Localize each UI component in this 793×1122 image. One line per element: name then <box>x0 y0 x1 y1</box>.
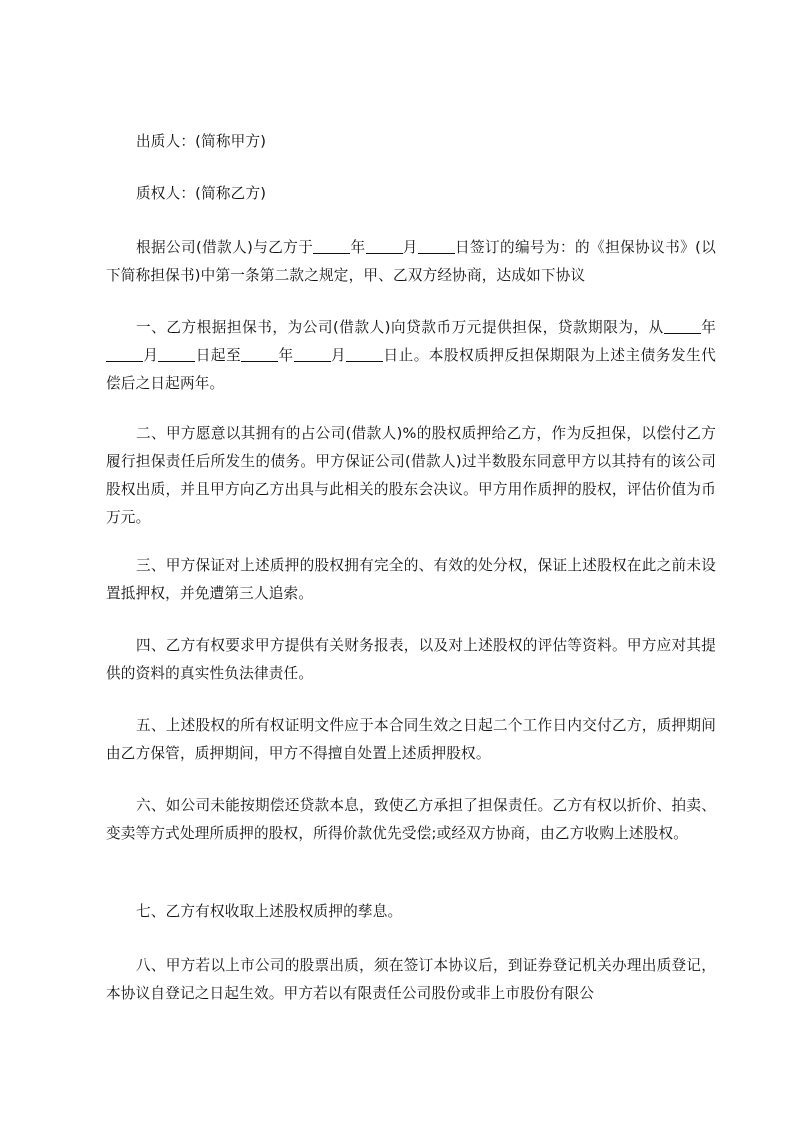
date-blank-day <box>418 237 455 254</box>
end-month-blank <box>294 345 331 362</box>
start-day-blank <box>158 345 195 362</box>
clause-1-text-c: 月 <box>143 347 159 364</box>
pledgee-line: 质权人：(简称乙方) <box>136 185 267 202</box>
clause-1-text-d: 日起至 <box>195 347 242 364</box>
date-blank-month <box>366 237 403 254</box>
intro-paragraph <box>106 234 716 290</box>
intro-text-b: 年 <box>350 239 366 256</box>
intro-text-c: 月 <box>402 239 418 256</box>
date-blank-year <box>313 237 350 254</box>
intro-text-a: 根据公司(借款人)与乙方于 <box>136 239 314 256</box>
pledgor-line: 出质人：(简称甲方) <box>136 133 267 150</box>
clause-1-text-f: 月 <box>330 347 347 364</box>
start-year-blank <box>664 317 701 334</box>
clause-1-text-g: 日止。本股权质押反担保期限为上述主债务发生代偿后之日起两年。 <box>106 347 716 392</box>
end-day-blank <box>346 345 383 362</box>
end-year-blank <box>241 345 278 362</box>
clause-8: 八、甲方若以上市公司的股票出质，须在签订本协议后，到证券登记机关办理出质登记，本协议自登记之日起生效。甲方若以有限责任公司股份或非上市股份有限公 <box>106 957 716 1002</box>
clause-3: 三、甲方保证对上述质押的股权拥有完全的、有效的处分权，保证上述股权在此之前未设置抵押权，并免遭第三人追索。 <box>106 557 716 602</box>
clause-6: 六、如公司未能按期偿还贷款本息，致使乙方承担了担保责任。乙方有权以折价、拍卖、变卖等方式处理所质押的股权，所得价款优先受偿;或经双方协商，由乙方收购上述股权。 <box>106 797 716 842</box>
clause-5: 五、上述股权的所有权证明文件应于本合同生效之日起二个工作日内交付乙方，质押期间由乙方保管，质押期间，甲方不得擅自处置上述质押股权。 <box>106 717 716 762</box>
clause-2: 二、甲方愿意以其拥有的占公司(借款人)%的股权质押给乙方，作为反担保，以偿付乙方履行担保责任后所发生的债务。甲方保证公司(借款人)过半数股东同意甲方以其持有的该公司股权出质，并且甲方向乙方出具与此相关的股东会决议。甲方用作质押的股权，评估价值为币万元。 <box>106 425 716 526</box>
clause-4: 四、乙方有权要求甲方提供有关财务报表，以及对上述股权的评估等资料。甲方应对其提供的资料的真实性负法律责任。 <box>106 637 716 682</box>
clause-1-text-a: 一、乙方根据担保书，为公司(借款人)向贷款币万元提供担保，贷款期限为，从 <box>136 319 664 336</box>
start-month-blank <box>106 345 143 362</box>
intro-text-d: 日签订的编号为：的《担保协议书》(以下简称担保书)中第一条第二款之规定，甲、乙双方经协商，达成如下协议 <box>106 239 717 284</box>
clause-1-text-e: 年 <box>278 347 294 364</box>
clause-1-text-b: 年 <box>700 319 717 336</box>
clause-1 <box>106 314 716 398</box>
clause-7: 七、乙方有权收取上述股权质押的孳息。 <box>136 903 403 920</box>
